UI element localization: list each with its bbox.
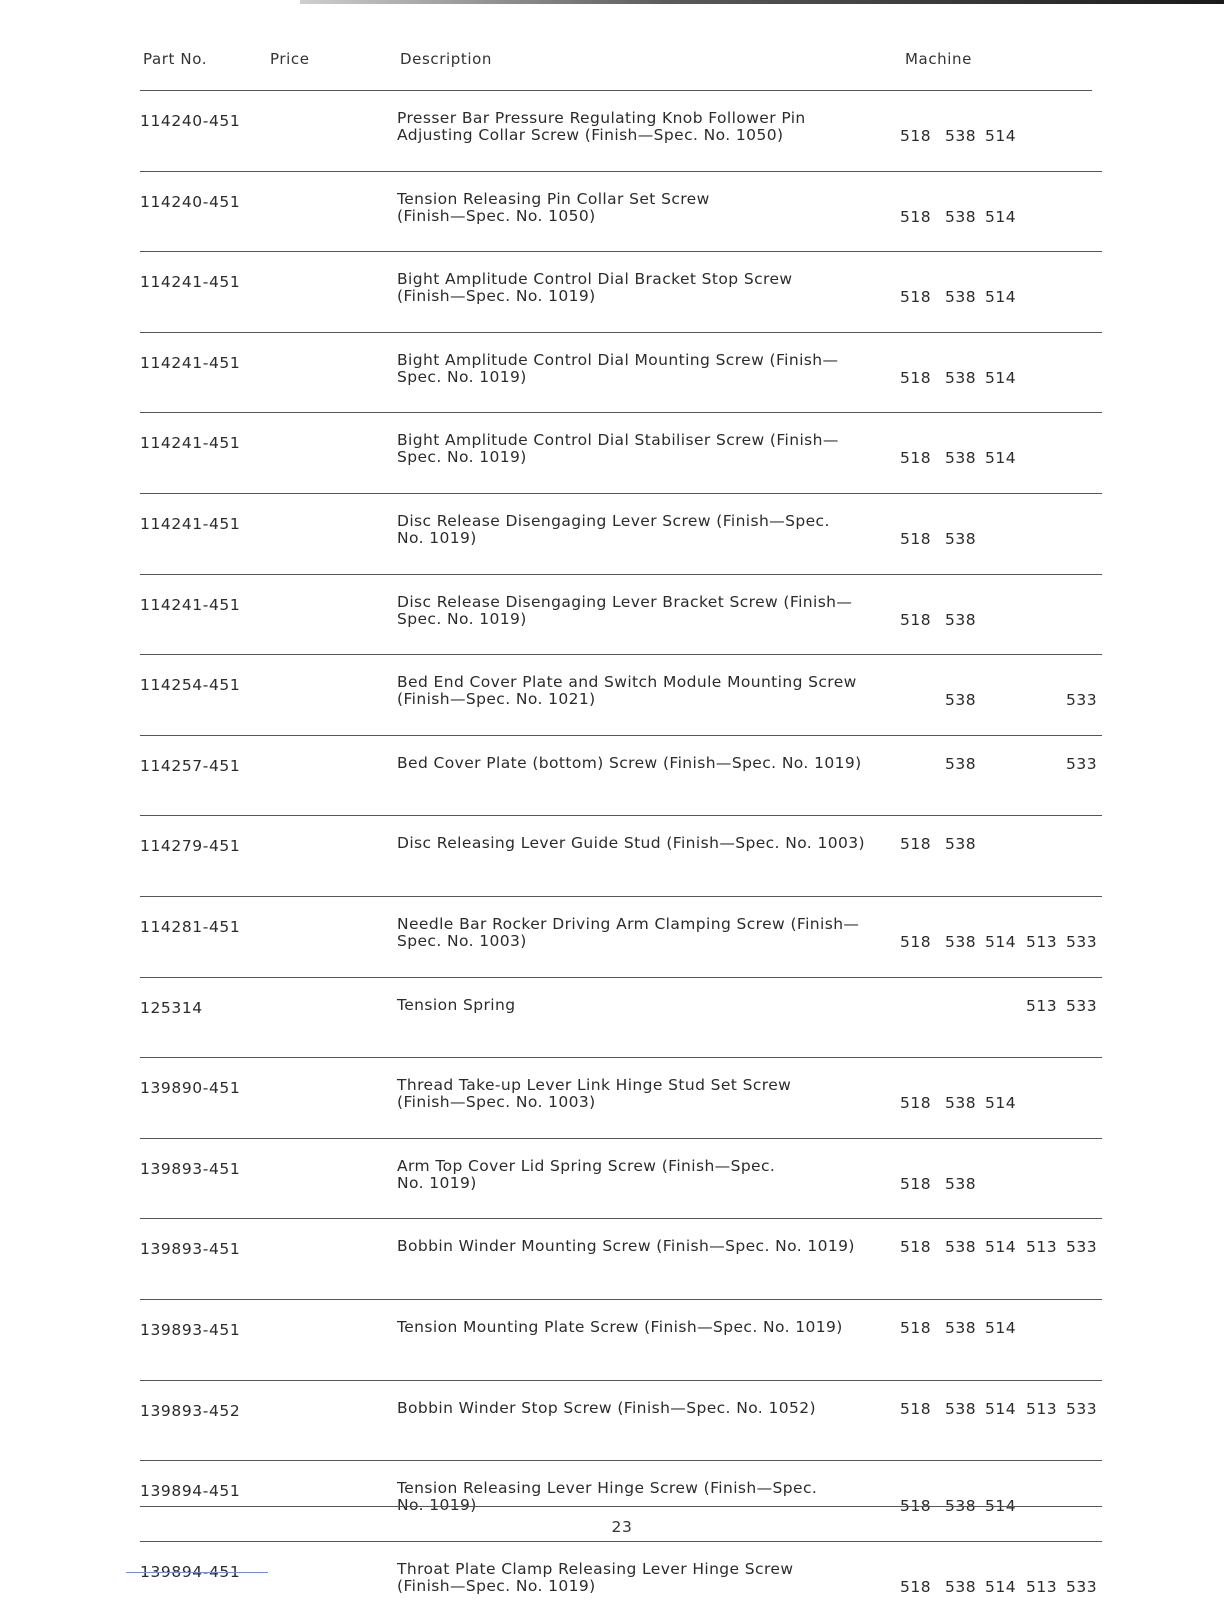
description-line-2: Spec. No. 1019) bbox=[397, 367, 527, 386]
machine-model: 533 bbox=[1066, 754, 1098, 773]
description-line-1: Bed End Cover Plate and Switch Module Mounting Screw bbox=[397, 673, 857, 692]
machine-list bbox=[0, 1319, 1224, 1339]
machine-model: 538 bbox=[945, 449, 977, 468]
machine-model: 514 bbox=[985, 449, 1017, 468]
part-number: 114241-451 bbox=[140, 353, 241, 372]
table-row bbox=[0, 1134, 1224, 1215]
machine-model: 514 bbox=[985, 207, 1017, 226]
machine-model: 538 bbox=[945, 529, 977, 548]
machine-model: 518 bbox=[900, 1318, 932, 1337]
machine-model: 518 bbox=[900, 1094, 932, 1113]
part-number: 139893-452 bbox=[140, 1401, 241, 1420]
machine-list bbox=[0, 1578, 1224, 1598]
machine-list bbox=[0, 1175, 1224, 1195]
machine-list bbox=[0, 449, 1224, 469]
part-number: 139893-451 bbox=[140, 1159, 241, 1178]
table-row bbox=[0, 1537, 1224, 1617]
machine-model: 514 bbox=[985, 932, 1017, 951]
machine-list bbox=[0, 611, 1224, 631]
machine-model: 533 bbox=[1066, 932, 1098, 951]
machine-list bbox=[0, 208, 1224, 228]
machine-model: 533 bbox=[1066, 1399, 1098, 1418]
table-bottom-rule bbox=[140, 1506, 1102, 1507]
machine-model: 518 bbox=[900, 368, 932, 387]
table-row bbox=[0, 1295, 1224, 1376]
part-number: 114240-451 bbox=[140, 112, 241, 130]
table-row bbox=[0, 86, 1224, 167]
machine-model: 514 bbox=[985, 1318, 1017, 1337]
description-line-1: Tension Mounting Plate Screw (Finish—Spec. No. 1019) bbox=[397, 1317, 843, 1336]
description-line-2: (Finish—Spec. No. 1003) bbox=[397, 1093, 596, 1112]
description-line-1: Disc Release Disengaging Lever Screw (Finish—Spec. bbox=[397, 511, 830, 530]
page-number: 23 bbox=[611, 1518, 633, 1536]
table-row bbox=[0, 408, 1224, 489]
scan-bottom-mark bbox=[126, 1572, 268, 1573]
machine-list bbox=[0, 691, 1224, 711]
machine-model: 514 bbox=[985, 1497, 1017, 1516]
machine-model: 538 bbox=[945, 1174, 977, 1193]
table-row bbox=[0, 811, 1224, 892]
machine-model: 513 bbox=[1026, 932, 1058, 951]
machine-model: 538 bbox=[945, 207, 977, 226]
machine-list bbox=[0, 1094, 1224, 1114]
description-line-2: No. 1019) bbox=[397, 1496, 477, 1515]
machine-list bbox=[0, 530, 1224, 550]
machine-model: 538 bbox=[945, 754, 977, 773]
part-number: 114257-451 bbox=[140, 756, 241, 775]
machine-model: 514 bbox=[985, 1577, 1017, 1596]
machine-list bbox=[0, 1400, 1224, 1420]
description-line-1: Throat Plate Clamp Releasing Lever Hinge Screw bbox=[397, 1559, 794, 1578]
description-line-1: Bobbin Winder Stop Screw (Finish—Spec. No. 1052) bbox=[397, 1398, 816, 1417]
part-number: 114279-451 bbox=[140, 837, 241, 856]
machine-model: 514 bbox=[985, 127, 1017, 145]
machine-model: 538 bbox=[945, 610, 977, 629]
part-number: 114240-451 bbox=[140, 192, 241, 211]
table-row bbox=[0, 650, 1224, 731]
machine-model: 518 bbox=[900, 127, 932, 145]
description-line-1: Tension Spring bbox=[397, 995, 516, 1014]
part-number: 114281-451 bbox=[140, 917, 241, 936]
machine-model: 518 bbox=[900, 288, 932, 307]
machine-list bbox=[0, 369, 1224, 389]
machine-model: 538 bbox=[945, 288, 977, 307]
part-number: 139893-451 bbox=[140, 1240, 241, 1259]
description-line-2: (Finish—Spec. No. 1021) bbox=[397, 690, 596, 709]
description-line-2: (Finish—Spec. No. 1019) bbox=[397, 287, 596, 306]
machine-model: 538 bbox=[945, 1497, 977, 1516]
table-row bbox=[0, 1053, 1224, 1134]
machine-model: 518 bbox=[900, 835, 932, 854]
machine-model: 518 bbox=[900, 610, 932, 629]
machine-list bbox=[0, 127, 1224, 147]
table-row bbox=[0, 489, 1224, 570]
machine-model: 518 bbox=[900, 932, 932, 951]
machine-model: 538 bbox=[945, 368, 977, 387]
description-line-1: Needle Bar Rocker Driving Arm Clamping Screw (Finish— bbox=[397, 914, 860, 933]
machine-list bbox=[0, 755, 1224, 775]
description-line-1: Tension Releasing Lever Hinge Screw (Finish—Spec. bbox=[397, 1479, 818, 1498]
description-line-2: No. 1019) bbox=[397, 1173, 477, 1192]
header-machine: Machine bbox=[905, 50, 972, 68]
machine-model: 518 bbox=[900, 1399, 932, 1418]
description-line-2: Spec. No. 1019) bbox=[397, 448, 527, 467]
part-number: 139894-451 bbox=[140, 1482, 241, 1501]
machine-model: 538 bbox=[945, 691, 977, 710]
machine-model: 538 bbox=[945, 932, 977, 951]
description-line-1: Bight Amplitude Control Dial Bracket Stop Screw bbox=[397, 270, 793, 289]
machine-model: 513 bbox=[1026, 996, 1058, 1015]
table-row bbox=[0, 973, 1224, 1054]
description-line-1: Arm Top Cover Lid Spring Screw (Finish—Spec. bbox=[397, 1156, 776, 1175]
machine-model: 514 bbox=[985, 288, 1017, 307]
part-number: 114241-451 bbox=[140, 595, 241, 614]
machine-list bbox=[0, 1238, 1224, 1258]
part-number: 139890-451 bbox=[140, 1079, 241, 1098]
machine-model: 538 bbox=[945, 835, 977, 854]
description-line-1: Thread Take-up Lever Link Hinge Stud Set Screw bbox=[397, 1076, 792, 1095]
machine-model: 538 bbox=[945, 1238, 977, 1257]
machine-model: 514 bbox=[985, 1238, 1017, 1257]
description-line-1: Bight Amplitude Control Dial Stabiliser Screw (Finish— bbox=[397, 431, 839, 450]
description-line-1: Tension Releasing Pin Collar Set Screw bbox=[397, 189, 710, 208]
machine-model: 533 bbox=[1066, 691, 1098, 710]
machine-list bbox=[0, 835, 1224, 855]
machine-model: 518 bbox=[900, 1238, 932, 1257]
part-number: 114254-451 bbox=[140, 676, 241, 695]
description-line-2: (Finish—Spec. No. 1019) bbox=[397, 1576, 596, 1595]
header-part-no: Part No. bbox=[143, 50, 208, 68]
description-line-2: Spec. No. 1019) bbox=[397, 609, 527, 628]
machine-list bbox=[0, 288, 1224, 308]
machine-model: 513 bbox=[1026, 1399, 1058, 1418]
table-row bbox=[0, 1214, 1224, 1295]
description-line-1: Presser Bar Pressure Regulating Knob Follower Pin bbox=[397, 109, 806, 127]
table-row bbox=[0, 892, 1224, 973]
description-line-1: Bed Cover Plate (bottom) Screw (Finish—Spec. No. 1019) bbox=[397, 753, 862, 772]
machine-model: 538 bbox=[945, 1094, 977, 1113]
part-number: 139894-451 bbox=[140, 1562, 241, 1581]
table-row bbox=[0, 731, 1224, 812]
machine-model: 538 bbox=[945, 127, 977, 145]
machine-model: 538 bbox=[945, 1577, 977, 1596]
machine-model: 514 bbox=[985, 1399, 1017, 1418]
machine-model: 514 bbox=[985, 1094, 1017, 1113]
description-line-1: Disc Release Disengaging Lever Bracket Screw (Finish— bbox=[397, 592, 853, 611]
header-price: Price bbox=[270, 50, 310, 68]
part-number: 139893-451 bbox=[140, 1320, 241, 1339]
description-line-1: Bobbin Winder Mounting Screw (Finish—Spec. No. 1019) bbox=[397, 1237, 855, 1256]
table-row bbox=[0, 247, 1224, 328]
part-number: 125314 bbox=[140, 998, 203, 1017]
machine-model: 513 bbox=[1026, 1238, 1058, 1257]
machine-model: 518 bbox=[900, 1577, 932, 1596]
parts-table bbox=[0, 86, 1224, 1617]
table-row bbox=[0, 1376, 1224, 1457]
table-row bbox=[0, 570, 1224, 651]
table-header bbox=[0, 50, 1224, 72]
machine-model: 518 bbox=[900, 1497, 932, 1516]
description-line-2: Spec. No. 1003) bbox=[397, 931, 527, 950]
part-number: 114241-451 bbox=[140, 434, 241, 453]
machine-list bbox=[0, 933, 1224, 953]
description-line-2: No. 1019) bbox=[397, 528, 477, 547]
part-number: 114241-451 bbox=[140, 514, 241, 533]
part-number: 114241-451 bbox=[140, 273, 241, 292]
machine-model: 514 bbox=[985, 368, 1017, 387]
machine-model: 518 bbox=[900, 207, 932, 226]
machine-model: 538 bbox=[945, 1399, 977, 1418]
machine-model: 518 bbox=[900, 449, 932, 468]
machine-model: 533 bbox=[1066, 996, 1098, 1015]
description-line-1: Bight Amplitude Control Dial Mounting Screw (Finish— bbox=[397, 350, 839, 369]
machine-model: 533 bbox=[1066, 1238, 1098, 1257]
table-row bbox=[0, 328, 1224, 409]
table-row bbox=[0, 167, 1224, 248]
machine-list bbox=[0, 997, 1224, 1017]
machine-list bbox=[0, 1497, 1224, 1517]
header-description: Description bbox=[400, 50, 493, 68]
machine-model: 533 bbox=[1066, 1577, 1098, 1596]
description-line-1: Disc Releasing Lever Guide Stud (Finish—Spec. No. 1003) bbox=[397, 834, 865, 853]
description-line-2: (Finish—Spec. No. 1050) bbox=[397, 206, 596, 225]
description-line-2: Adjusting Collar Screw (Finish—Spec. No. 1050) bbox=[397, 126, 784, 144]
machine-model: 518 bbox=[900, 529, 932, 548]
machine-model: 518 bbox=[900, 1174, 932, 1193]
machine-model: 513 bbox=[1026, 1577, 1058, 1596]
machine-model: 538 bbox=[945, 1318, 977, 1337]
